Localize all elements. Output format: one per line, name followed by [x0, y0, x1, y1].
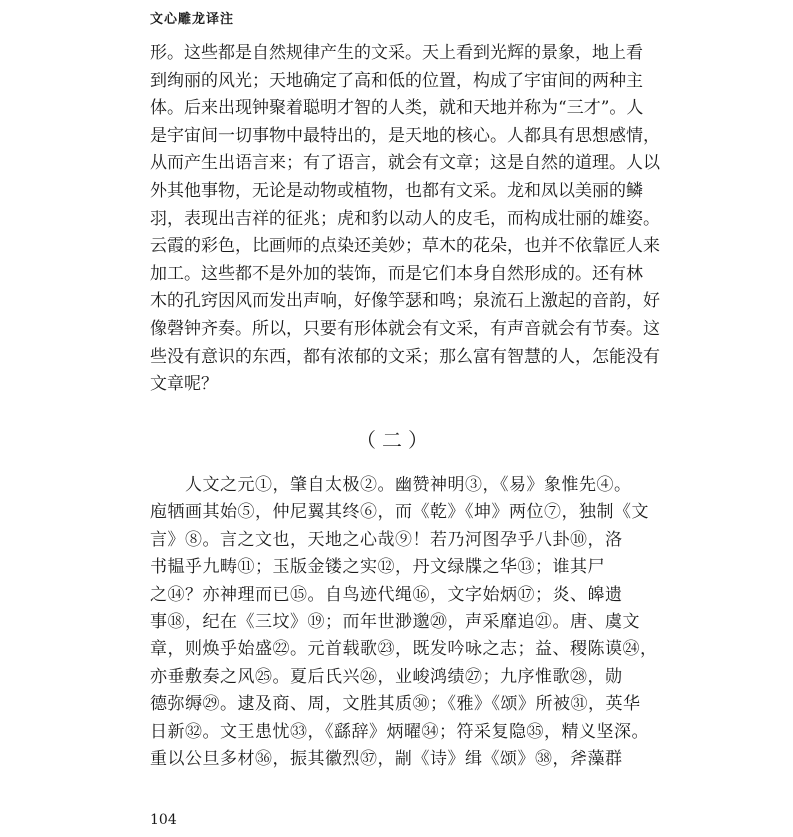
translation-line: 到绚丽的风光；天地确定了高和低的位置，构成了宇宙间的两种主: [150, 70, 643, 91]
original-line: 书韫乎九畴⑪；玉版金镂之实⑫，丹文绿牒之华⑬；谁其尸: [150, 557, 605, 578]
translation-paragraph: [150, 40, 660, 399]
translation-line: 些没有意识的东西，都有浓郁的文采；那么富有智慧的人，怎能没有: [150, 346, 660, 367]
original-line: 日新㉜。文王患忧㉝，《繇辞》炳曜㉞；符采复隐㉟，精义坚深。: [150, 721, 649, 742]
original-line: 事⑱，纪在《三坟》⑲；而年世渺邈⑳，声采靡追㉑。唐、虞文: [150, 611, 640, 632]
running-title: 文心雕龙译注: [150, 12, 235, 27]
translation-line: 外其他事物，无论是动物或植物，也都有文采。龙和凤以美丽的鳞: [150, 180, 643, 201]
translation-line: 加工。这些都不是外加的装饰，而是它们本身自然形成的。还有林: [150, 263, 643, 284]
translation-line: 形。这些都是自然规律产生的文采。天上看到光辉的景象，地上看: [150, 43, 643, 63]
page-number: 104: [150, 812, 177, 828]
original-line: 言》⑧。言之文也，天地之心哉⑨！若乃河图孕乎八卦⑩，洛: [150, 529, 623, 550]
translation-line: 像磬钟齐奏。所以，只要有形体就会有文采，有声音就会有节奏。这: [150, 318, 660, 339]
original-line: 重以公旦多材㊱，振其徽烈㊲，剬《诗》缉《颂》㊳，斧藻群: [150, 748, 623, 769]
section-heading: （二）: [356, 428, 434, 452]
original-line: 德弥缛㉙。逮及商、周，文胜其质㉚；《雅》《颂》所被㉛，英华: [150, 694, 641, 715]
translation-line: 文章呢？: [150, 374, 218, 395]
translation-line: 云霞的彩色，比画师的点染还美妙；草木的花朵，也并不依靠匠人来: [150, 236, 660, 257]
translation-line: 体。后来出现钟聚着聪明才智的人类，就和天地并称为“三才”。人: [150, 98, 644, 119]
translation-line: 木的孔窍因风而发出声响，好像竽瑟和鸣；泉流石上激起的音韵，好: [150, 291, 660, 312]
translation-line: 从而产生出语言来；有了语言，就会有文章；这是自然的道理。人以: [150, 153, 660, 174]
original-line: 人文之元①，肇自太极②。幽赞神明③，《易》象惟先④。: [150, 475, 632, 495]
original-line: 庖牺画其始⑤，仲尼翼其终⑥，而《乾》《坤》两位⑦，独制《文: [150, 502, 649, 523]
original-text-paragraph: [150, 472, 658, 773]
original-line: 亦垂敷奏之风㉕。夏后氏兴㉖，业峻鸿绩㉗；九序惟歌㉘，勋: [150, 666, 623, 687]
original-line: 之⑭？亦神理而已⑮。自鸟迹代绳⑯，文字始炳⑰；炎、皞遗: [150, 584, 623, 605]
original-line: 章，则焕乎始盛㉒。元首载歌㉓，既发吟咏之志；益、稷陈谟㉔，: [150, 639, 658, 660]
translation-line: 羽，表现出吉祥的征兆；虎和豹以动人的皮毛，而构成壮丽的雄姿。: [150, 208, 660, 229]
translation-line: 是宇宙间一切事物中最特出的，是天地的核心。人都具有思想感情，: [150, 125, 660, 146]
